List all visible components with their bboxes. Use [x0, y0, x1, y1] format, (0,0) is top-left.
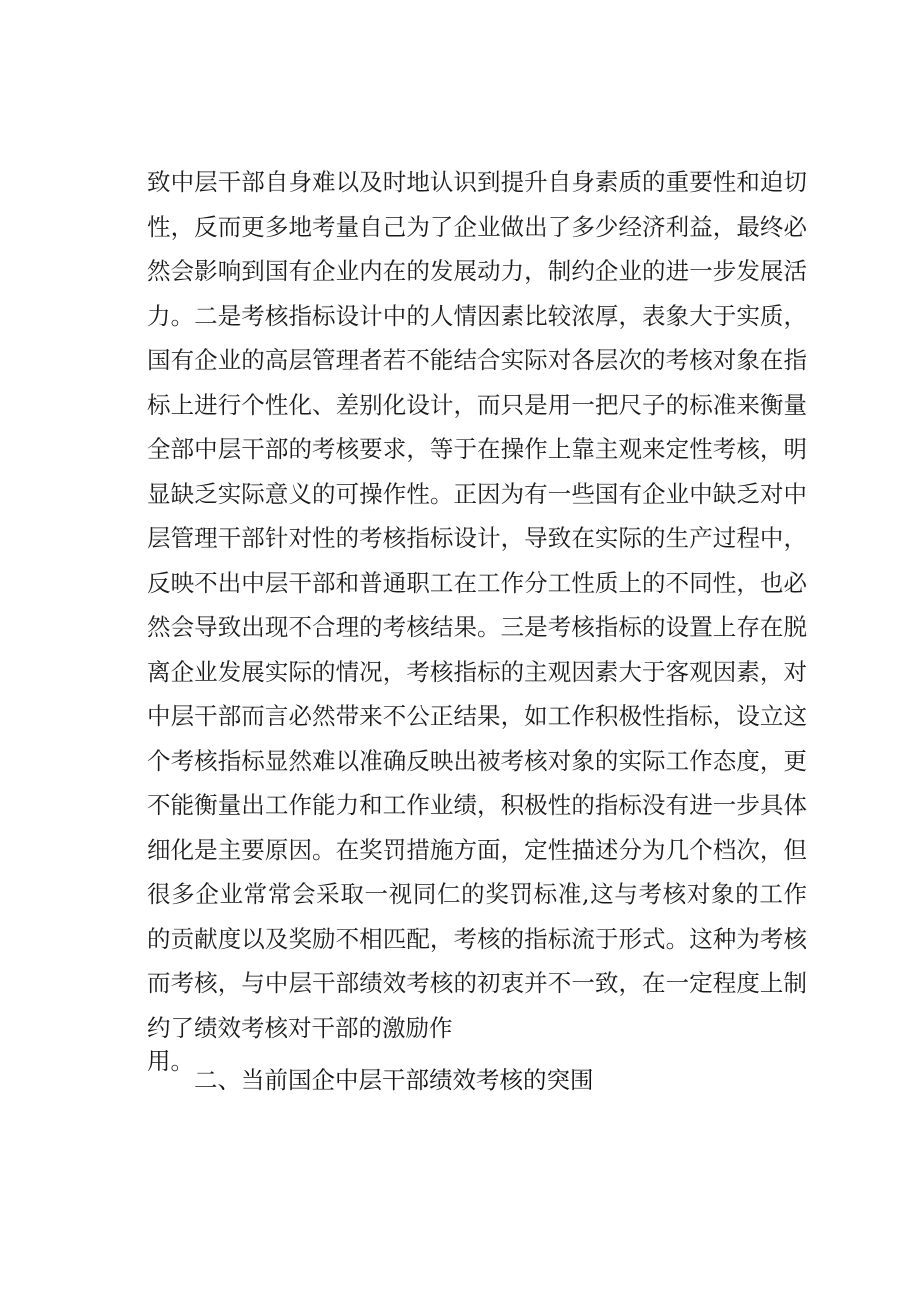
text-line: 细化是主要原因。在奖罚措施方面，定性描述分为几个档次，但 [147, 835, 807, 864]
text-line: 标上进行个性化、差别化设计，而只是用一把尺子的标准来衡量 [147, 390, 807, 419]
text-line: 离企业发展实际的情况，考核指标的主观因素大于客观因素，对 [147, 657, 807, 686]
text-line: 的贡献度以及奖励不相匹配，考核的指标流于形式。这种为考核 [147, 924, 807, 953]
text-line: 全部中层干部的考核要求，等于在操作上靠主观来定性考核，明 [147, 435, 807, 463]
text-line-tail: 用。 [147, 1047, 194, 1075]
text-line: 致中层干部自身难以及时地认识到提升自身素质的重要性和迫切 [147, 168, 807, 196]
text-line: 性，反而更多地考量自己为了企业做出了多少经济利益，最终必 [147, 212, 807, 241]
text-line: 力。二是考核指标设计中的人情因素比较浓厚，表象大于实质， [147, 301, 807, 330]
text-line: 层管理干部针对性的考核指标设计，导致在实际的生产过程中， [147, 524, 807, 552]
text-line: 然会影响到国有企业内在的发展动力，制约企业的进一步发展活 [147, 257, 807, 285]
text-line: 很多企业常常会采取一视同仁的奖罚标准,这与考核对象的工作 [147, 880, 807, 908]
text-line: 国有企业的高层管理者若不能结合实际对各层次的考核对象在指 [147, 346, 807, 374]
text-line: 约了绩效考核对干部的激励作 [147, 1013, 453, 1042]
text-line: 然会导致出现不合理的考核结果。三是考核指标的设置上存在脱 [147, 613, 807, 641]
section-heading: 二、当前国企中层干部绩效考核的突围 [194, 1066, 594, 1094]
text-line: 反映不出中层干部和普通职工在工作分工性质上的不同性，也必 [147, 568, 807, 597]
text-line: 而考核，与中层干部绩效考核的初衷并不一致，在一定程度上制 [147, 969, 807, 997]
text-line: 显缺乏实际意义的可操作性。正因为有一些国有企业中缺乏对中 [147, 479, 807, 508]
text-line: 个考核指标显然难以准确反映出被考核对象的实际工作态度，更 [147, 746, 807, 775]
text-line: 不能衡量出工作能力和工作业绩，积极性的指标没有进一步具体 [147, 791, 807, 819]
text-line: 中层干部而言必然带来不公正结果，如工作积极性指标，设立这 [147, 702, 807, 730]
body-paragraph [147, 160, 807, 1078]
